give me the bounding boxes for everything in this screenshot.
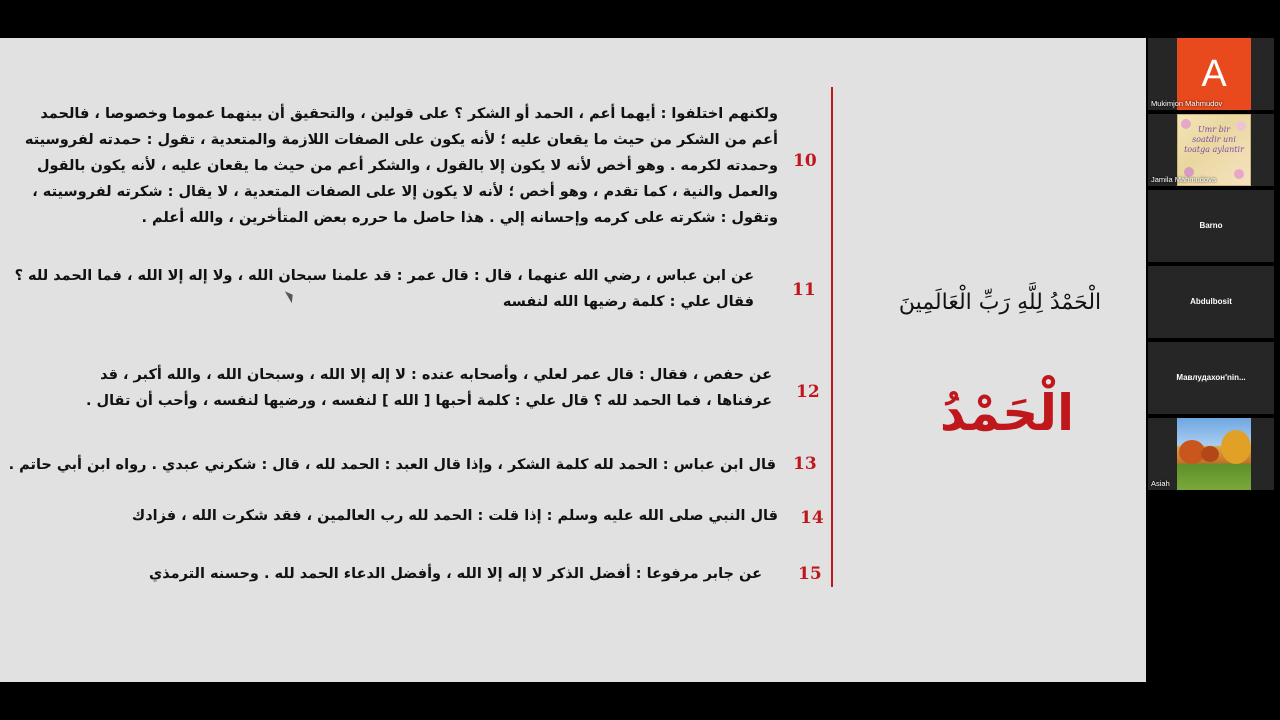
slide-big-word: الْحَمْدُ xyxy=(939,384,1075,442)
participant-tile[interactable] xyxy=(1148,342,1274,414)
participant-name: Jamila Mahmudova xyxy=(1151,175,1217,184)
paragraph-number-12: 12 xyxy=(796,382,820,402)
participant-name: Abdulbosit xyxy=(1190,297,1232,306)
participant-name: Мавлудахон'nin... xyxy=(1176,373,1246,382)
paragraph-number-15: 15 xyxy=(798,564,822,584)
presentation-slide xyxy=(0,38,1146,682)
participant-tile[interactable] xyxy=(1148,266,1274,338)
participant-tile[interactable] xyxy=(1148,114,1274,186)
paragraph-number-10: 10 xyxy=(793,151,817,171)
vertical-divider xyxy=(831,87,833,587)
avatar: A xyxy=(1177,38,1251,110)
paragraph-line: عن جابر مرفوعا : أفضل الذكر لا إله إلا الله ، وأفضل الدعاء الحمد لله . وحسنه الترمذي xyxy=(148,566,762,582)
participant-tile[interactable] xyxy=(1148,38,1274,110)
participant-tile[interactable] xyxy=(1148,190,1274,262)
paragraph-12 xyxy=(86,362,772,414)
paragraph-number-14: 14 xyxy=(800,508,824,528)
participant-name: Barno xyxy=(1199,221,1223,230)
paragraph-14 xyxy=(132,503,778,529)
slide-heading: الْحَمْدُ لِلَّهِ رَبِّ الْعَالَمِينَ xyxy=(898,290,1102,315)
paragraph-11 xyxy=(15,263,754,315)
paragraph-line: والعمل والنية ، كما تقدم ، وهو أخص ؛ لأنه لا يكون إلا على الصفات المتعدية ، لا يقال : شكرته لفروسيته ، xyxy=(32,184,778,200)
paragraph-line: قال ابن عباس : الحمد لله كلمة الشكر ، وإذا قال العبد : الحمد لله ، قال : شكرني عبدي . رواه ابن أبي حاتم . xyxy=(8,457,776,473)
paragraph-line: عن حفص ، فقال : قال عمر لعلي ، وأصحابه عنده : لا إله إلا الله ، وسبحان الله ، والله أكبر ، قد xyxy=(100,367,772,383)
paragraph-number-13: 13 xyxy=(793,454,817,474)
paragraph-line: أعم من الشكر من حيث ما يقعان عليه ؛ لأنه يكون على الصفات اللازمة والمتعدية ، تقول : حمدته لفروسيته xyxy=(24,132,778,148)
paragraph-line: قال النبي صلى الله عليه وسلم : إذا قلت : الحمد لله رب العالمين ، فقد شكرت الله ، فزادك xyxy=(131,508,778,524)
avatar xyxy=(1177,418,1251,490)
participants-panel xyxy=(1146,38,1280,496)
paragraph-15 xyxy=(149,561,762,587)
paragraph-line: عرفناها ، فما الحمد لله ؟ قال علي : كلمة أحبها [ الله ] لنفسه ، ورضيها لنفسه ، وأحب أن تقال . xyxy=(85,393,772,409)
participant-tile[interactable] xyxy=(1148,418,1274,490)
paragraph-line: ولكنهم اختلفوا : أيهما أعم ، الحمد أو الشكر ؟ على قولين ، والتحقيق أن بينهما عموما وخصوصا ، فالحمد xyxy=(40,106,778,122)
paragraph-10 xyxy=(25,101,778,231)
paragraph-number-11: 11 xyxy=(792,280,816,300)
paragraph-line: وتقول : شكرته على كرمه وإحسانه إلي . هذا حاصل ما حرره بعض المتأخرين ، والله أعلم . xyxy=(141,210,778,226)
paragraph-line: فقال علي : كلمة رضيها الله لنفسه xyxy=(502,294,754,310)
paragraph-13 xyxy=(9,452,776,478)
participant-name: Mukimjon Mahmudov xyxy=(1151,99,1223,108)
avatar-image-text: Umr bir soatdir uni toatga aylantir xyxy=(1184,125,1244,154)
paragraph-line: وحمدته لكرمه . وهو أخص لأنه لا يكون إلا بالقول ، والشكر أعم من حيث ما يقعان عليه ، لأنه يكون بالقول xyxy=(36,158,778,174)
paragraph-line: عن ابن عباس ، رضي الله عنهما ، قال : قال عمر : قد علمنا سبحان الله ، ولا إله إلا الله ، فما الحمد لله ؟ xyxy=(14,268,754,284)
participant-name: Asiah xyxy=(1151,479,1170,488)
